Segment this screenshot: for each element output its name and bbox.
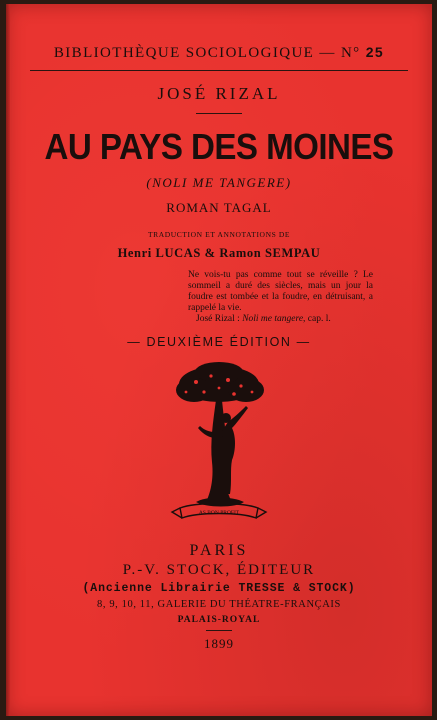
divider-rule: [196, 113, 242, 114]
publication-city: PARIS: [189, 542, 249, 559]
epigraph: [188, 270, 373, 325]
edition-label: — DEUXIÈME ÉDITION —: [127, 335, 311, 349]
book-genre: ROMAN TAGAL: [166, 200, 272, 215]
publisher-address: 8, 9, 10, 11, GALERIE DU THÉATRE-FRANÇAIS: [97, 599, 341, 610]
tree-vignette-icon: [166, 362, 272, 526]
epigraph-attribution: [188, 314, 373, 325]
publisher-firm: (Ancienne Librairie TRESSE & STOCK): [82, 582, 356, 595]
epigraph-work: Noli me tangere: [242, 314, 304, 324]
series-line: [6, 44, 432, 62]
top-rule: [30, 70, 408, 71]
series-number: 25: [365, 44, 385, 60]
book-cover: [6, 4, 432, 716]
translation-note: TRADUCTION ET ANNOTATIONS DE: [147, 230, 291, 239]
vignette-motto: AS BON PROFIT: [198, 510, 240, 516]
publisher-location: PALAIS-ROYAL: [177, 615, 261, 625]
publication-year: 1899: [204, 636, 234, 651]
publisher-name: P.-V. STOCK, ÉDITEUR: [122, 562, 316, 578]
author-name: JOSÉ RIZAL: [157, 84, 281, 103]
year-rule: [206, 630, 232, 631]
epigraph-author: José Rizal :: [196, 314, 240, 324]
epigraph-ref: , cap. l.: [303, 314, 331, 324]
book-subtitle: (NOLI ME TANGERE): [146, 175, 292, 190]
translators: Henri LUCAS & Ramon SEMPAU: [117, 246, 321, 260]
epigraph-text: Ne vois-tu pas comme tout se réveille ? Le sommeil a duré des siècles, mais un jour la foudre est tombée et la foudre, en détruisant, a rappelé la vie.: [188, 270, 373, 313]
book-title: AU PAYS DES MOINES: [44, 126, 394, 167]
series-name: BIBLIOTHÈQUE SOCIOLOGIQUE — N°: [53, 45, 361, 61]
